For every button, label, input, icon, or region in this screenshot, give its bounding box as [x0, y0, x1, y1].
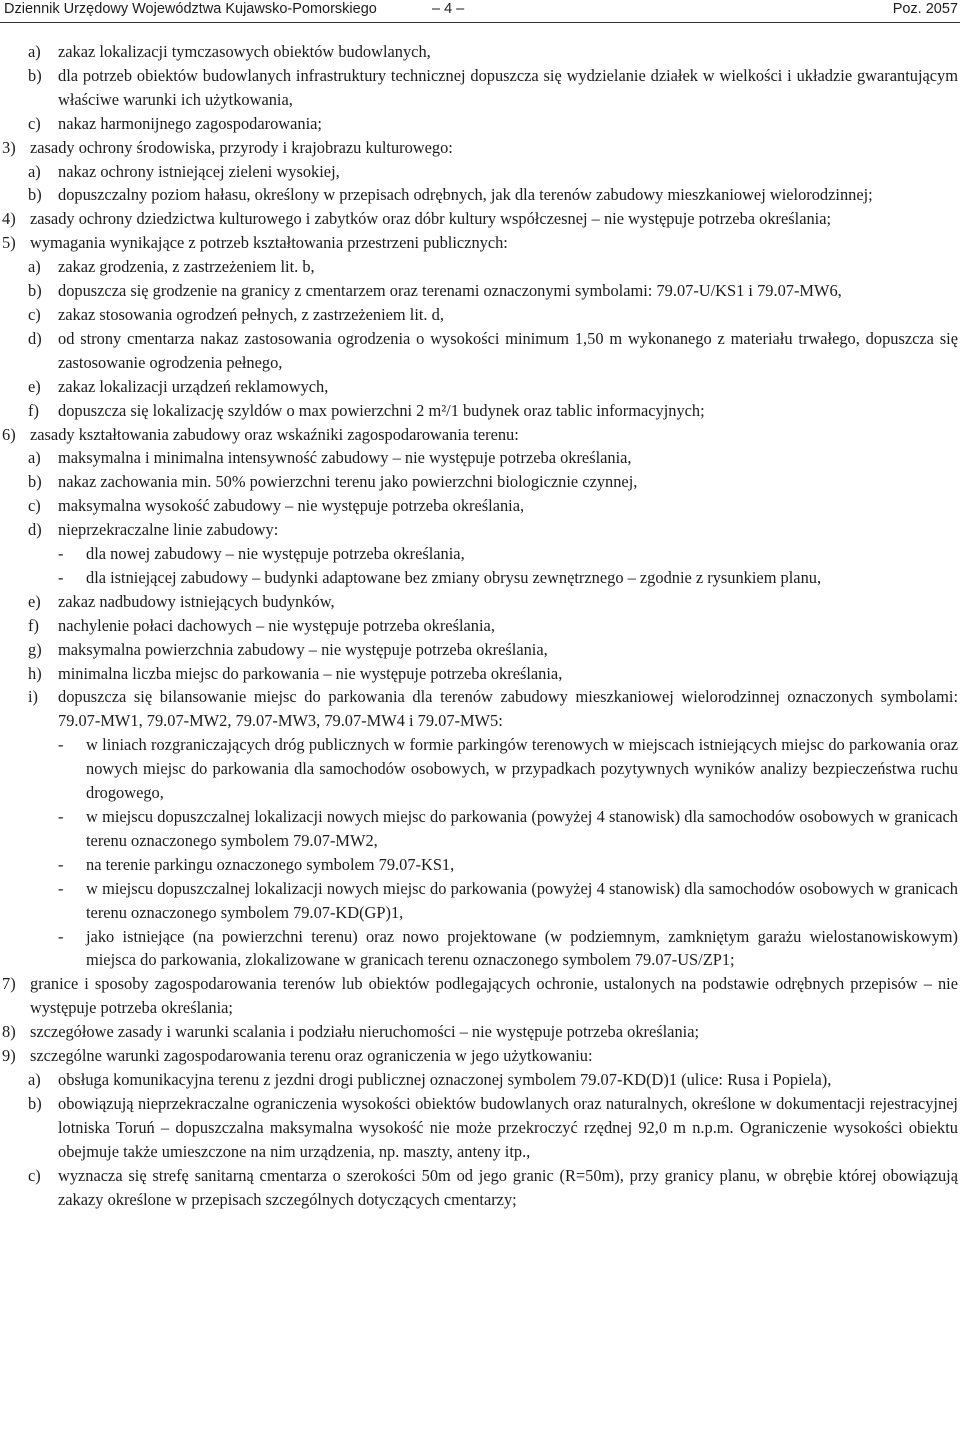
subsection-item — [0, 303, 960, 327]
item-marker: 3) — [2, 137, 16, 157]
subsection-item — [0, 518, 960, 542]
item-marker: f) — [28, 615, 39, 635]
item-text: zasady ochrony środowiska, przyrody i krajobrazu kulturowego: — [30, 137, 453, 157]
item-text: granice i sposoby zagospodarowania terenów lub obiektów podlegających ochronie, ustalonych na podstawie odrębnych przepisów – nie występuje potrzeba określania; — [30, 974, 958, 1018]
item-marker: 5) — [2, 233, 16, 253]
subsection-item — [0, 255, 960, 279]
item-marker: i) — [28, 687, 39, 707]
item-marker: c) — [28, 113, 41, 133]
item-marker: 6) — [2, 424, 16, 444]
item-marker: c) — [28, 304, 41, 324]
item-text: w miejscu dopuszczalnej lokalizacji nowych miejsc do parkowania (powyżej 4 stanowisk) dla samochodów osobowych w granicach terenu oznaczonego symbolem 79.07-MW2, — [86, 807, 958, 850]
item-marker: - — [58, 854, 64, 874]
item-text: w liniach rozgraniczających dróg publicznych w formie parkingów terenowych w miejscach istniejących miejsc do parkowania oraz nowych miejsc do parkowania dla samochodów osobowych, w przypadkach pozytywnych wyników analizy bezpieczeństwa ruchu drogowego, — [86, 735, 958, 803]
subsection-item — [0, 1092, 960, 1164]
item-text: minimalna liczba miejsc do parkowania – nie występuje potrzeba określania, — [58, 663, 563, 683]
item-marker: a) — [28, 1069, 41, 1089]
subsection-item — [0, 1164, 960, 1212]
section-item — [0, 231, 960, 255]
item-marker: b) — [28, 281, 42, 301]
subsection-item — [0, 446, 960, 470]
item-marker: d) — [28, 328, 42, 348]
item-marker: e) — [28, 591, 41, 611]
bullet-item — [0, 542, 960, 566]
subsection-item — [0, 494, 960, 518]
item-text: dopuszcza się grodzenie na granicy z cmentarzem oraz terenami oznaczonymi symbolami: 79.07-U/KS1 i 79.07-MW6, — [58, 281, 842, 301]
subsection-item — [0, 638, 960, 662]
item-text: nakaz harmonijnego zagospodarowania; — [58, 113, 322, 133]
subsection-item — [0, 470, 960, 494]
item-text: zakaz stosowania ogrodzeń pełnych, z zastrzeżeniem lit. d, — [58, 304, 444, 324]
section-item — [0, 1020, 960, 1044]
bullet-item — [0, 733, 960, 805]
item-text: szczegółowe zasady i warunki scalania i podziału nieruchomości – nie występuje potrzeba określania; — [30, 1022, 700, 1042]
item-text: zasady kształtowania zabudowy oraz wskaźniki zagospodarowania terenu: — [30, 424, 519, 444]
position-number: Poz. 2057 — [892, 1, 958, 17]
item-text: maksymalna powierzchnia zabudowy – nie występuje potrzeba określania, — [58, 639, 548, 659]
item-text: na terenie parkingu oznaczonego symbolem 79.07-KS1, — [86, 854, 455, 874]
publication-title: Dziennik Urzędowy Województwa Kujawsko-Pomorskiego — [4, 1, 377, 17]
item-text: nieprzekraczalne linie zabudowy: — [58, 520, 279, 540]
item-text: jako istniejące (na powierzchni terenu) oraz nowo projektowane (w podziemnym, zamkniętym garażu wielostanowiskowym) miejsca do parkowania, zlokalizowane w granicach terenu oznaczonego symbolem 79.07-US/ZP1; — [86, 926, 958, 970]
bullet-item — [0, 566, 960, 590]
subsection-item — [0, 279, 960, 303]
subsection-item — [0, 40, 960, 64]
section-item — [0, 972, 960, 1020]
subsection-item — [0, 327, 960, 375]
item-marker: b) — [28, 65, 42, 85]
subsection-item — [0, 112, 960, 136]
item-marker: d) — [28, 520, 42, 540]
item-marker: 9) — [2, 1046, 16, 1066]
item-text: obsługa komunikacyjna terenu z jezdni drogi publicznej oznaczonej symbolem 79.07-KD(D)1 (ulice: Rusa i Popiela), — [58, 1069, 832, 1089]
subsection-item — [0, 590, 960, 614]
section-item — [0, 423, 960, 447]
item-marker: - — [58, 735, 64, 755]
item-marker: 4) — [2, 209, 16, 229]
item-marker: a) — [28, 257, 41, 277]
bullet-item — [0, 805, 960, 853]
item-text: dopuszcza się bilansowanie miejsc do parkowania dla terenów zabudowy mieszkaniowej wielorodzinnej oznaczonych symbolami: 79.07-MW1, 79.07-MW2, 79.07-MW3, 79.07-MW4 i 79.07-MW5: — [58, 687, 958, 731]
item-marker: b) — [28, 185, 42, 205]
item-marker: 8) — [2, 1022, 16, 1042]
item-text: maksymalna wysokość zabudowy – nie występuje potrzeba określania, — [58, 496, 525, 516]
item-marker: 7) — [2, 974, 16, 994]
section-item — [0, 207, 960, 231]
item-text: dopuszcza się lokalizację szyldów o max powierzchni 2 m²/1 budynek oraz tablic informacyjnych; — [58, 400, 705, 420]
item-text: dopuszczalny poziom hałasu, określony w przepisach odrębnych, jak dla terenów zabudowy mieszkaniowej wielorodzinnej; — [58, 185, 873, 205]
item-marker: g) — [28, 639, 42, 659]
item-text: nachylenie połaci dachowych – nie występuje potrzeba określania, — [58, 615, 495, 635]
item-marker: a) — [28, 161, 41, 181]
item-text: wymagania wynikające z potrzeb kształtowania przestrzeni publicznych: — [30, 233, 508, 253]
bullet-item — [0, 853, 960, 877]
item-text: zakaz grodzenia, z zastrzeżeniem lit. b, — [58, 257, 315, 277]
item-marker: c) — [28, 496, 41, 516]
subsection-item — [0, 1068, 960, 1092]
item-marker: - — [58, 567, 64, 587]
item-marker: - — [58, 926, 64, 946]
page-number: – 4 – — [432, 1, 465, 17]
item-marker: c) — [28, 1165, 41, 1185]
subsection-item — [0, 685, 960, 733]
section-item — [0, 1044, 960, 1068]
item-marker: f) — [28, 400, 39, 420]
item-marker: h) — [28, 663, 42, 683]
item-marker: - — [58, 878, 64, 898]
item-marker: a) — [28, 42, 41, 61]
subsection-item — [0, 662, 960, 686]
section-item — [0, 136, 960, 160]
bullet-item — [0, 925, 960, 973]
item-text: nakaz zachowania min. 50% powierzchni terenu jako powierzchni biologicznie czynnej, — [58, 472, 638, 492]
item-marker: a) — [28, 448, 41, 468]
item-marker: - — [58, 807, 64, 826]
bullet-item — [0, 877, 960, 925]
item-text: dla istniejącej zabudowy – budynki adaptowane bez zmiany obrysu zewnętrznego – zgodnie z rysunkiem planu, — [86, 567, 822, 587]
item-text: zakaz nadbudowy istniejących budynków, — [58, 591, 335, 611]
subsection-item — [0, 375, 960, 399]
page-header — [0, 0, 960, 23]
subsection-item — [0, 614, 960, 638]
item-text: w miejscu dopuszczalnej lokalizacji nowych miejsc do parkowania (powyżej 4 stanowisk) dla samochodów osobowych w granicach terenu oznaczonego symbolem 79.07-KD(GP)1, — [86, 878, 958, 922]
item-text: nakaz ochrony istniejącej zieleni wysokiej, — [58, 161, 340, 181]
subsection-item — [0, 183, 960, 207]
subsection-item — [0, 160, 960, 184]
item-text: szczególne warunki zagospodarowania terenu oraz ograniczenia w jego użytkowaniu: — [30, 1046, 593, 1066]
item-text: zakaz lokalizacji urządzeń reklamowych, — [58, 376, 329, 396]
item-text: wyznacza się strefę sanitarną cmentarza o szerokości 50m od jego granic (R=50m), przy granicy planu, w obrębie której obowiązują zakazy określone w przepisach szczególnych dotyczących cmentarzy; — [58, 1165, 958, 1209]
item-marker: b) — [28, 472, 42, 492]
item-text: zakaz lokalizacji tymczasowych obiektów budowlanych, — [58, 42, 431, 61]
item-text: obowiązują nieprzekraczalne ograniczenia wysokości obiektów budowlanych oraz naturalnych, określone w dokumentacji rejestracyjnej lotniska Toruń – dopuszczalna maksymalna wysokość nie może przekroczyć rzędnej 92,0 m n.p.m. Ograniczenie wysokości obiektu obejmuje także umieszczone na nim urządzenia, np. maszty, anteny itp., — [58, 1093, 958, 1161]
subsection-item — [0, 399, 960, 423]
item-text: zasady ochrony dziedzictwa kulturowego i zabytków oraz dóbr kultury współczesnej – nie występuje potrzeba określania; — [30, 209, 832, 229]
item-marker: e) — [28, 376, 41, 396]
item-text: od strony cmentarza nakaz zastosowania ogrodzenia o wysokości minimum 1,50 m wykonanego z materiału trwałego, dopuszcza się zastosowanie ogrodzenia pełnego, — [58, 328, 958, 372]
subsection-item — [0, 64, 960, 112]
item-text: maksymalna i minimalna intensywność zabudowy – nie występuje potrzeba określania, — [58, 448, 632, 468]
item-text: dla nowej zabudowy – nie występuje potrzeba określania, — [86, 544, 465, 564]
item-marker: - — [58, 544, 64, 564]
document-body — [0, 40, 960, 1211]
item-text: dla potrzeb obiektów budowlanych infrastruktury technicznej dopuszcza się wydzielanie działek w wielkości i układzie gwarantującym właściwe warunki ich użytkowania, — [58, 65, 958, 109]
item-marker: b) — [28, 1093, 42, 1113]
